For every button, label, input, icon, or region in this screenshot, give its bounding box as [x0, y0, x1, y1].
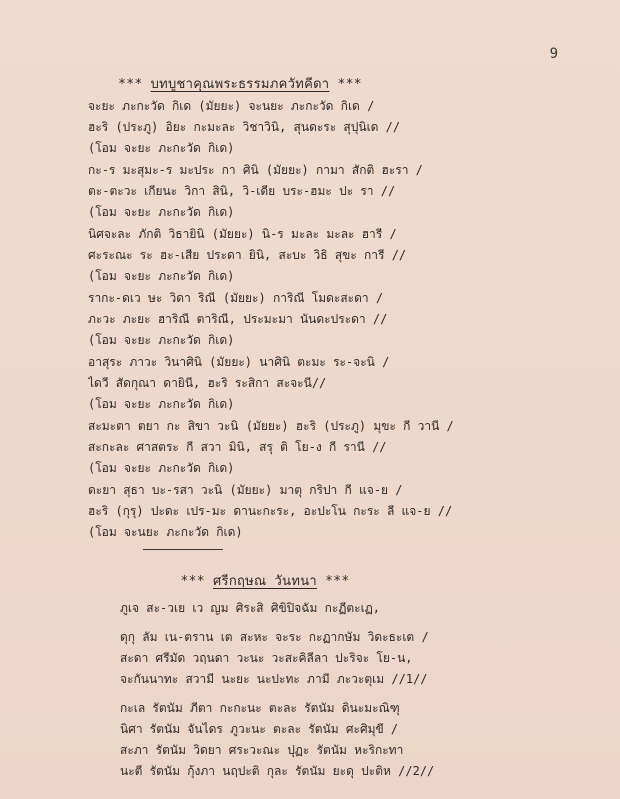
verse-line: สะดา ศรีมัด วฤนดา วะนะ วะสะคิลีลา ปะริจะ โย-น, — [120, 651, 413, 665]
heading-1-title: บทบูชาคุณพระธรรมภควัทคีดา — [150, 77, 330, 92]
stanza — [88, 96, 558, 159]
stanza — [88, 480, 558, 543]
verse-line: (โอม จะนยะ ภะกะวัด กิเด) — [88, 525, 243, 539]
verse-line: สะกะละ ศาสตระ กี สวา มินิ, สรุ ติ โย-ง กี รานี // — [88, 440, 387, 454]
stanza — [88, 160, 558, 223]
verse-line: รากะ-ดเว ษะ วิดา ริณี (มัยยะ) การิณี โมดะสะดา / — [88, 291, 384, 305]
verse-line: ไดวี สัดกุณา ดายินี, ฮะริ ระสิกา สะจะนี// — [88, 376, 327, 390]
verse-line: นิศจะละ ภักติ วิธายินิ (มัยยะ) นิ-ร มะละ มะละ ฮารี / — [88, 227, 397, 241]
page-number: 9 — [549, 46, 558, 62]
stanza — [88, 352, 558, 415]
verse-line: นิศา รัตนัม จันไดร ภูวะนะ ตะละ รัตนัม ศะศิมุขี / — [120, 722, 399, 736]
verse-line: ศะระณะ ระ ฮะ-เสีย ประดา ยินิ, สะบะ วิธิ สุขะ การี // — [88, 248, 407, 262]
verse-line: (โอม จะยะ ภะกะวัด กิเด) — [88, 397, 235, 411]
verse-line: สะมะตา ตยา กะ สิขา วะนิ (มัยยะ) ฮะริ (ประภู) มุขะ กี วานี / — [88, 419, 454, 433]
verse-line: กะ-ร มะสุมะ-ร มะประ กา ศินิ (มัยยะ) กามา สักติ ฮะรา / — [88, 163, 423, 177]
verse-block-1 — [88, 96, 558, 544]
verse-line: ฮะริ (ประภู) อิยะ กะมะละ วิชาวินิ, สุนดะระ สุปุนิเด // — [88, 120, 401, 134]
verse-line: ดุกุ ลัม เน-ตราน เต สะหะ จะระ กะฏากษัม วิดะธะเต / — [120, 630, 429, 644]
verse-line: (โอม จะยะ ภะกะวัด กิเด) — [88, 141, 235, 155]
stanza — [120, 698, 590, 782]
verse-line: (โอม จะยะ ภะกะวัด กิเด) — [88, 205, 235, 219]
heading-1-prefix: *** — [118, 77, 151, 92]
verse-line: ภูเจ สะ-วเย เว ญม ศิระสิ ศิขิปิจฉัม กะฏีตะเฏ, — [120, 601, 381, 615]
verse-line: (โอม จะยะ ภะกะวัด กิเด) — [88, 461, 235, 475]
heading-2-title: ศรีกฤษณ วันทนา — [213, 574, 317, 589]
heading-2-suffix: *** — [316, 574, 350, 589]
verse-line: สะภา รัตนัม วิดยา ศระวะณะ ปุฏะ รัตนัม หะริกะทา — [120, 743, 404, 757]
section-heading-2 — [0, 570, 575, 591]
verse-line: กะเล รัตนัม ภีตา กะกะนะ ตะละ รัตนัม ดินะมะณิฑุ — [120, 701, 400, 715]
verse-line: จะยะ ภะกะวัด กิเด (มัยยะ) จะนยะ ภะกะวัด กิเด / — [88, 99, 375, 113]
stanza — [88, 416, 558, 479]
verse-line: ฮะริ (กุรุ) ปะดะ เปร-มะ ดานะกะระ, อะปะโน กะระ ลี แจ-ย // — [88, 504, 453, 518]
stanza — [120, 627, 590, 690]
stanza — [120, 598, 590, 619]
verse-line: อาสุระ ภาวะ วินาศินิ (มัยยะ) นาศินิ ตะมะ ระ-จะนิ / — [88, 355, 390, 369]
stanza — [88, 288, 558, 351]
section-heading-1 — [0, 73, 550, 94]
verse-line: (โอม จะยะ ภะกะวัด กิเด) — [88, 269, 235, 283]
heading-1-suffix: *** — [329, 77, 362, 92]
section-divider — [143, 549, 223, 550]
verse-line: (โอม จะยะ ภะกะวัด กิเด) — [88, 333, 235, 347]
heading-2-prefix: *** — [180, 574, 213, 589]
verse-line: นะตี รัตนัม กุ้งภา นฤปะติ กุละ รัตนัม ยะดุ ปะติห //2// — [120, 764, 435, 778]
verse-line: ภะวะ ภะยะ ฮาริณี ตาริณี, ประมะมา นันดะประดา // — [88, 312, 388, 326]
verse-line: ตะ-ตะวะ เกียนะ วิกา สินิ, วิ-เดีย บระ-ฮมะ ปะ รา // — [88, 184, 396, 198]
verse-block-2 — [120, 598, 590, 790]
verse-line: จะกันนาทะ สวามี นะยะ นะปะทะ ภามี ภะวะตุเม //1// — [120, 672, 428, 686]
verse-line: ดะยา สุธา บะ-รสา วะนิ (มัยยะ) มาตุ กริปา กี แจ-ย / — [88, 483, 403, 497]
stanza — [88, 224, 558, 287]
